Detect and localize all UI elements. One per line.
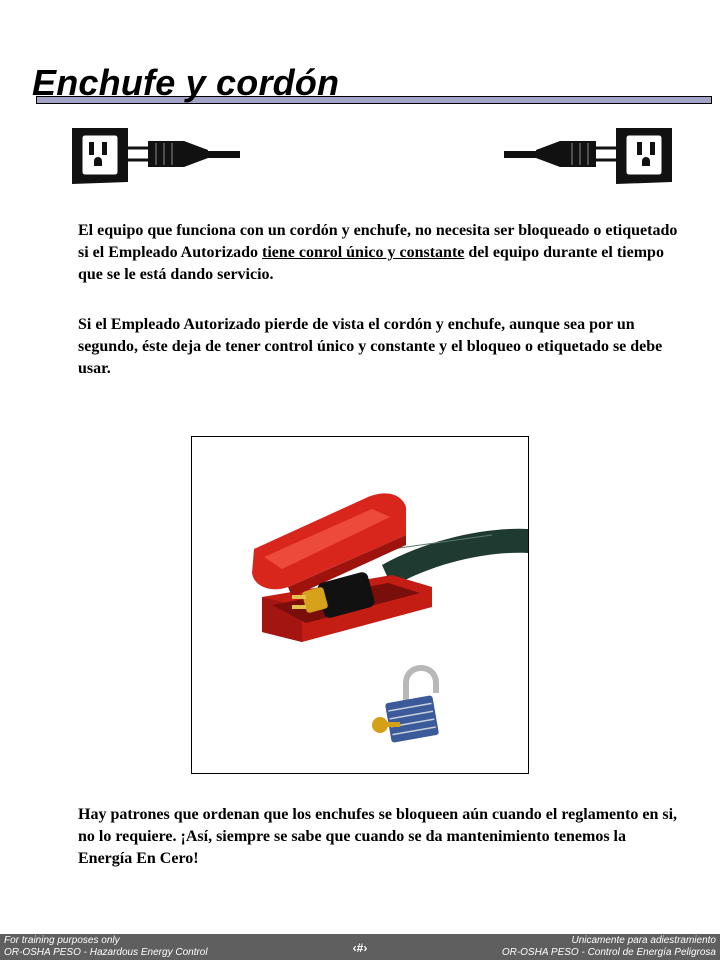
page-title: Enchufe y cordón [32,62,340,103]
page-number: ‹#› [352,941,368,955]
plug-lockout-photo [191,436,529,774]
plug-lockout-box-with-padlock [192,437,528,773]
paragraph-employers-require: Hay patrones que ordenan que los enchufes se bloqueen aún cuando el reglamento en si, no lo requiere. ¡Así, siempre se sabe que cuando se da mantenimiento tenemos la Energía En Cero! [78,806,678,867]
footer-left-line2: OR-OSHA PESO - Hazardous Energy Control [4,947,208,958]
paragraph1-text-end: del equipo durante el tiempo que se le está dando servicio. [78,244,664,283]
paragraph-cord-and-plug [78,220,678,286]
footer-left-line1: For training purposes only [4,935,120,946]
paragraph1-text: El equipo que funciona con un cordón y enchufe, no necesita ser bloqueado o etiquetado si el Empleado Autorizado [78,222,678,261]
footer-bar [0,934,720,960]
footer-right-line1: Unicamente para adiestramiento [571,935,716,946]
footer-right-line2: OR-OSHA PESO - Control de Energía Peligrosa [501,947,716,958]
footer-left [4,935,208,959]
outlet-and-plug-icon [502,126,674,186]
outlet-and-plug-icon [70,126,242,186]
paragraph-lose-sight: Si el Empleado Autorizado pierde de vista el cordón y enchufe, aunque sea por un segundo, éste deja de tener control único y constante y el bloqueo o etiquetado se debe usar. [78,316,663,377]
paragraph1-underlined-text: tiene conrol único y constante [262,244,465,261]
footer-right [502,935,716,959]
